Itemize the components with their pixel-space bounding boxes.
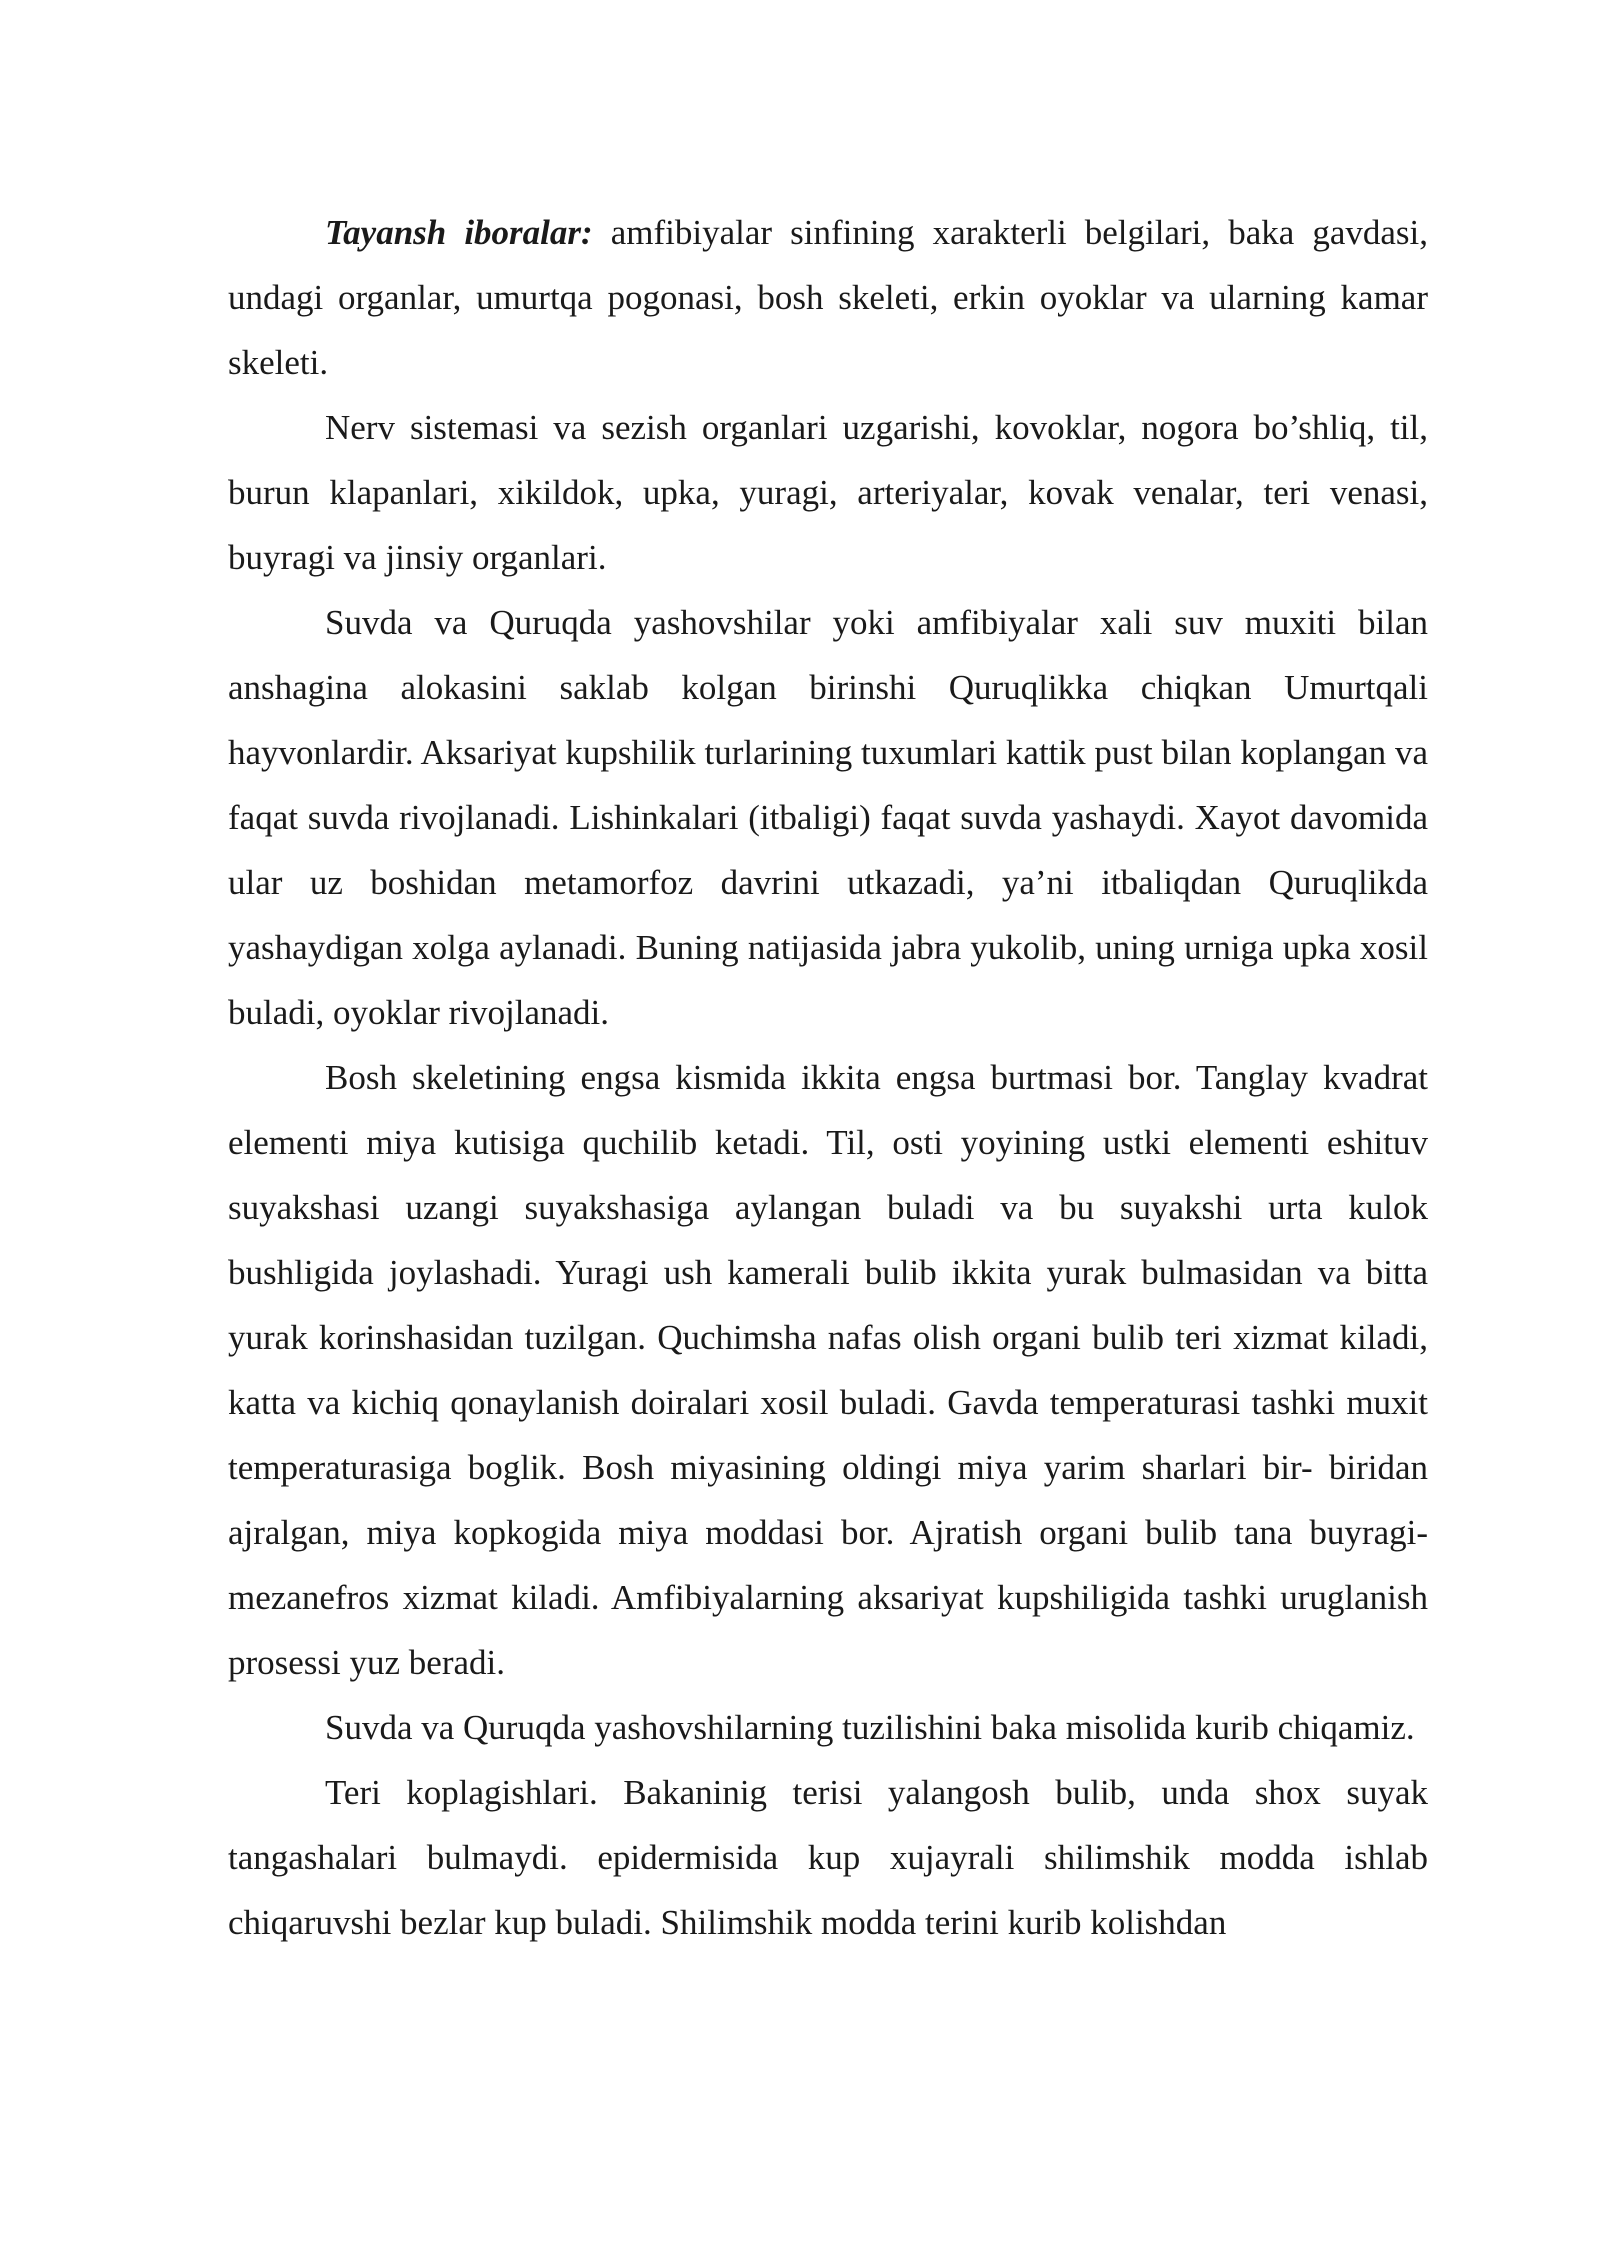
paragraph-amphibians-intro: Suvda va Quruqda yashovshilar yoki amfibiyalar xali suv muxiti bilan anshagina alokasini saklab kolgan birinshi Quruqlikka chiqkan Umurtqali hayvonlardir. Aksariyat kupshilik turlarining tuxumlari kattik pust bilan koplangan va faqat suvda rivojlanadi. Lishinkalari (itbaligi) faqat suvda yashaydi. Xayot davomida ular uz boshidan metamorfoz davrini utkazadi, ya’ni itbaliqdan Quruqlikda yashaydigan xolga aylanadi. Buning natijasida jabra yukolib, uning urniga upka xosil buladi, oyoklar rivojlanadi. — [228, 603, 1428, 1032]
paragraph-skin-coverings: Teri koplagishlari. Bakaninig terisi yalangosh bulib, unda shox suyak tangashalari bulmaydi. epidermisida kup xujayrali shilimshik modda ishlab chiqaruvshi bezlar kup buladi. Shilimshik modda terini kurib kolishdan — [228, 1773, 1428, 1942]
keywords-paragraph — [228, 200, 1428, 395]
keywords-text: amfibiyalar sinfining xarakterli belgilari, baka gavdasi, undagi organlar, umurtqa pogonasi, bosh skeleti, erkin oyoklar va ularning kamar skeleti. — [228, 213, 1428, 382]
paragraph-nervous-system: Nerv sistemasi va sezish organlari uzgarishi, kovoklar, nogora bo’shliq, til, burun klapanlari, xikildok, upka, yuragi, arteriyalar, kovak venalar, teri venasi, buyragi va jinsiy organlari. — [228, 408, 1428, 577]
paragraph-frog-example: Suvda va Quruqda yashovshilarning tuzilishini baka misolida kurib chiqamiz. — [325, 1708, 1415, 1747]
keywords-label: Tayansh iboralar: — [325, 213, 593, 252]
paragraph-skull-skeleton: Bosh skeletining engsa kismida ikkita engsa burtmasi bor. Tanglay kvadrat elementi miya kutisiga quchilib ketadi. Til, osti yoyining ustki elementi eshituv suyakshasi uzangi suyakshasiga aylangan buladi va bu suyakshi urta kulok bushligida joylashadi. Yuragi ush kamerali bulib ikkita yurak bulmasidan va bitta yurak korinshasidan tuzilgan. Quchimsha nafas olish organi bulib teri xizmat kiladi, katta va kichiq qonaylanish doiralari xosil buladi. Gavda temperaturasi tashki muxit temperaturasiga boglik. Bosh miyasining oldingi miya yarim sharlari bir- biridan ajralgan, miya kopkogida miya moddasi bor. Ajratish organi bulib tana buyragi- mezanefros xizmat kiladi. Amfibiyalarning aksariyat kupshiligida tashki uruglanish prosessi yuz beradi. — [228, 1058, 1428, 1682]
document-body — [228, 200, 1428, 1955]
